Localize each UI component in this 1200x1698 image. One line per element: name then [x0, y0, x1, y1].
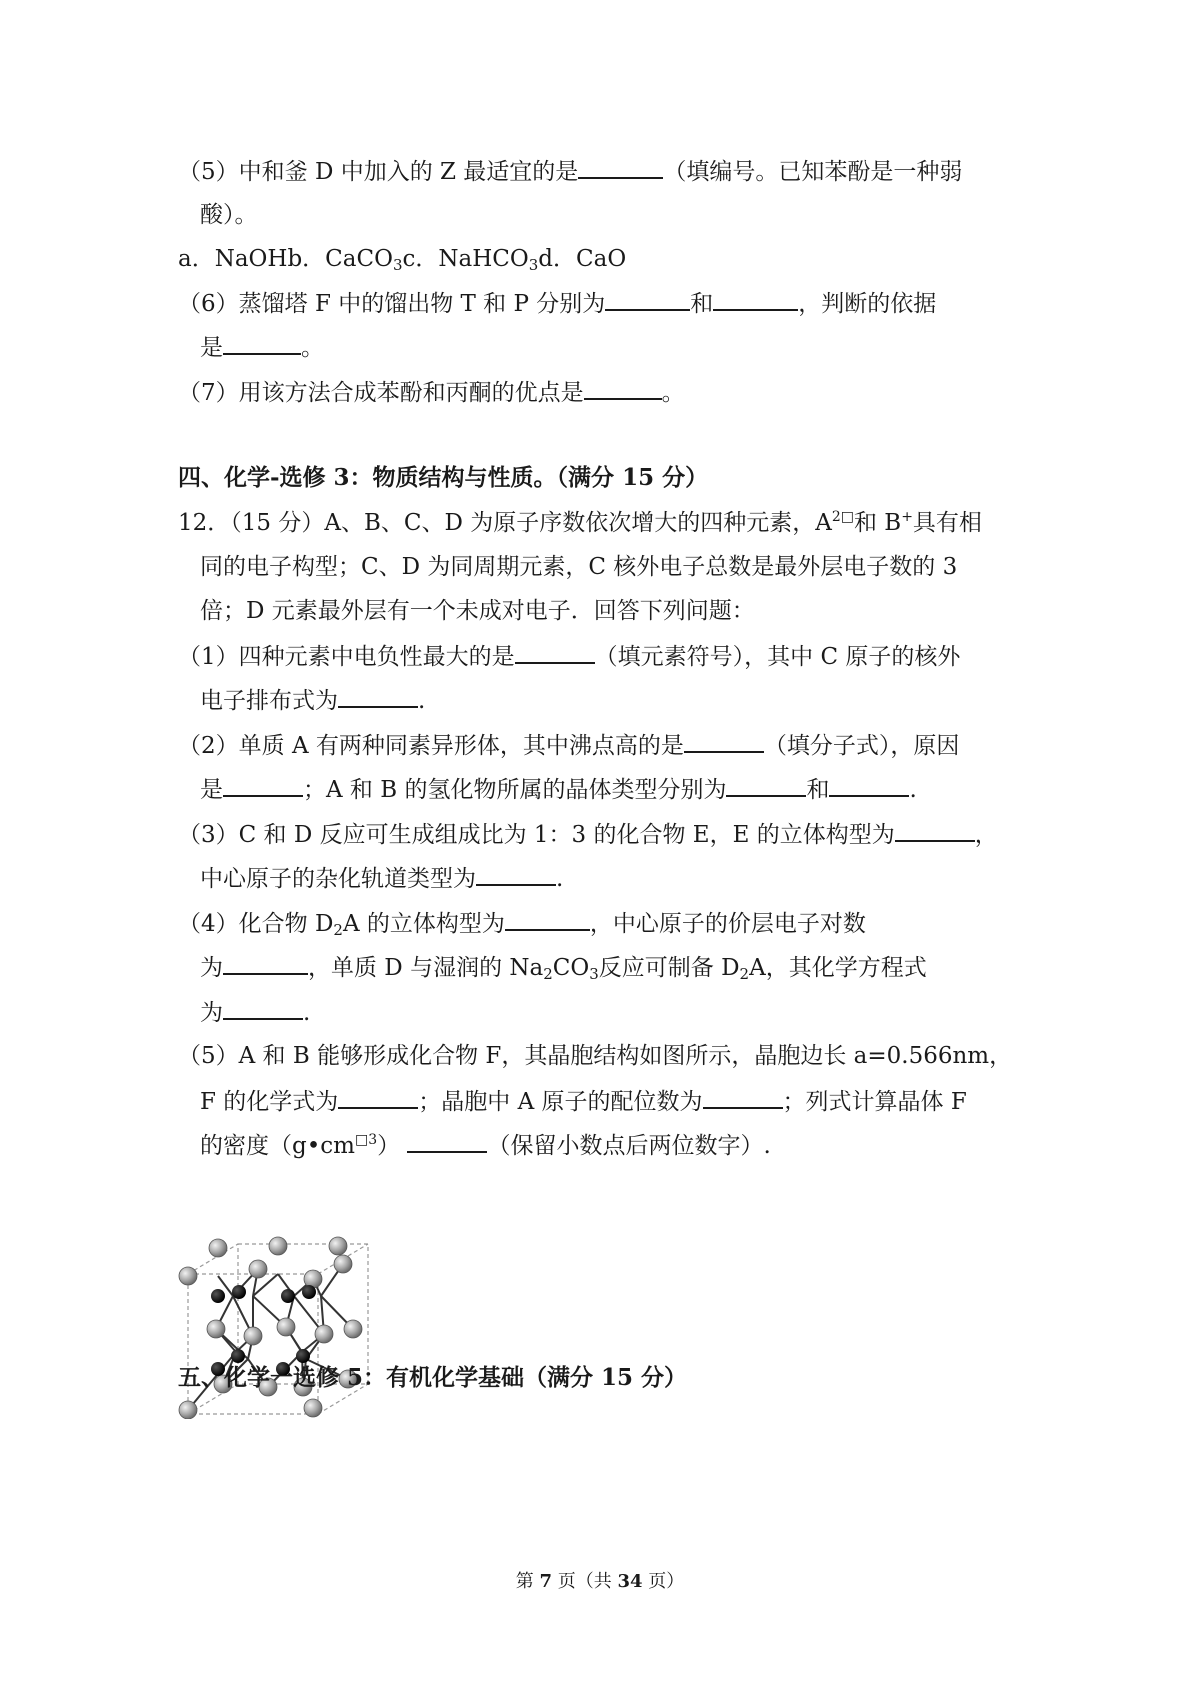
q11-part7: （7）用该方法合成苯酚和丙酮的优点是 。 [178, 376, 685, 409]
q11-part5-line2: 酸）。 [200, 202, 258, 228]
answer-blank[interactable] [223, 331, 301, 355]
q12-part2-line1: （2）单质 A 有两种同素异形体，其中沸点高的是 （填分子式），原因 [178, 729, 959, 762]
answer-blank[interactable] [476, 862, 556, 886]
answer-blank[interactable] [584, 376, 662, 400]
answer-blank[interactable] [703, 1085, 783, 1109]
answer-blank[interactable] [605, 287, 690, 311]
q12-part4-line3: 为 . [200, 996, 310, 1029]
section-heading: 四、化学-选修 3：物质结构与性质。（满分 15 分） [178, 464, 709, 491]
answer-blank[interactable] [407, 1129, 487, 1153]
page-footer: 第 7 页（共 34 页） [515, 1571, 685, 1592]
answer-blank[interactable] [223, 996, 303, 1020]
page-total: 34 [617, 1571, 643, 1592]
page-number: 7 [539, 1571, 552, 1592]
answer-blank[interactable] [829, 773, 909, 797]
q12-part5-line3: 的密度$(g•cm^{□3})$ （保留小数点后两位数字）. [200, 1129, 771, 1162]
answer-blank[interactable] [505, 907, 590, 931]
q12-part2-line2: 是 ；A 和 B 的氢化物所属的晶体类型分别为 和 . [200, 773, 917, 806]
q12-part3-line1: （3）C 和 D 反应可生成组成比为 1：3 的化合物 E，E 的立体构型为 ， [178, 818, 998, 851]
answer-blank[interactable] [684, 729, 764, 753]
q12-part3-line2: 中心原子的杂化轨道类型为 . [200, 862, 563, 895]
answer-blank[interactable] [338, 1085, 418, 1109]
q12-part4-line2: 为 ，单质 D 与湿润的 $Na_2CO_3$反应可制备 $D_2A$，其化学方程式 [200, 951, 927, 984]
section-heading: 五、化学一选修 5：有机化学基础（满分 15 分） [178, 1364, 688, 1391]
q11-options: a．NaOHb．CaCO$_3$c．NaHCO$_3$d．CaO [178, 246, 627, 274]
q11-part6-line1: （6）蒸馏塔 F 中的馏出物 T 和 P 分别为 和 ，判断的依据 [178, 287, 936, 320]
answer-blank[interactable] [713, 287, 798, 311]
answer-blank[interactable] [223, 951, 308, 975]
q11-part5-line1: （5）中和釜 D 中加入的 Z 最适宜的是 （填编号。已知苯酚是一种弱 [178, 155, 962, 188]
q12-part1-line1: （1）四种元素中电负性最大的是 （填元素符号），其中 C 原子的核外 [178, 640, 960, 673]
answer-blank[interactable] [726, 773, 806, 797]
q12-stem-line2: 同的电子构型；C、D 为同周期元素，C 核外电子总数是最外层电子数的 3 [200, 554, 958, 580]
q12-part5-line1: （5）A 和 B 能够形成化合物 F，其晶胞结构如图所示，晶胞边长 a=0.566nm， [178, 1043, 1013, 1069]
q12-part5-line2: F 的化学式为 ；晶胞中 A 原子的配位数为 ；列式计算晶体 F [200, 1085, 967, 1118]
answer-blank[interactable] [223, 773, 303, 797]
answer-blank[interactable] [338, 684, 418, 708]
q12-stem-line1: 12．（15 分）A、B、C、D 为原子序数依次增大的四种元素，$A^{2□}$和 B+具有相 [178, 509, 982, 536]
answer-blank[interactable] [895, 818, 975, 842]
q12-part1-line2: 电子排布式为 . [200, 684, 425, 717]
q11-part6-line2: 是 。 [200, 331, 324, 364]
answer-blank[interactable] [515, 640, 595, 664]
q12-stem-line3: 倍；D 元素最外层有一个未成对电子．回答下列问题： [200, 598, 755, 624]
q12-part4-line1: （4）化合物 $D_2A$ 的立体构型为 ，中心原子的价层电子对数 [178, 907, 866, 940]
answer-blank[interactable] [578, 155, 663, 179]
